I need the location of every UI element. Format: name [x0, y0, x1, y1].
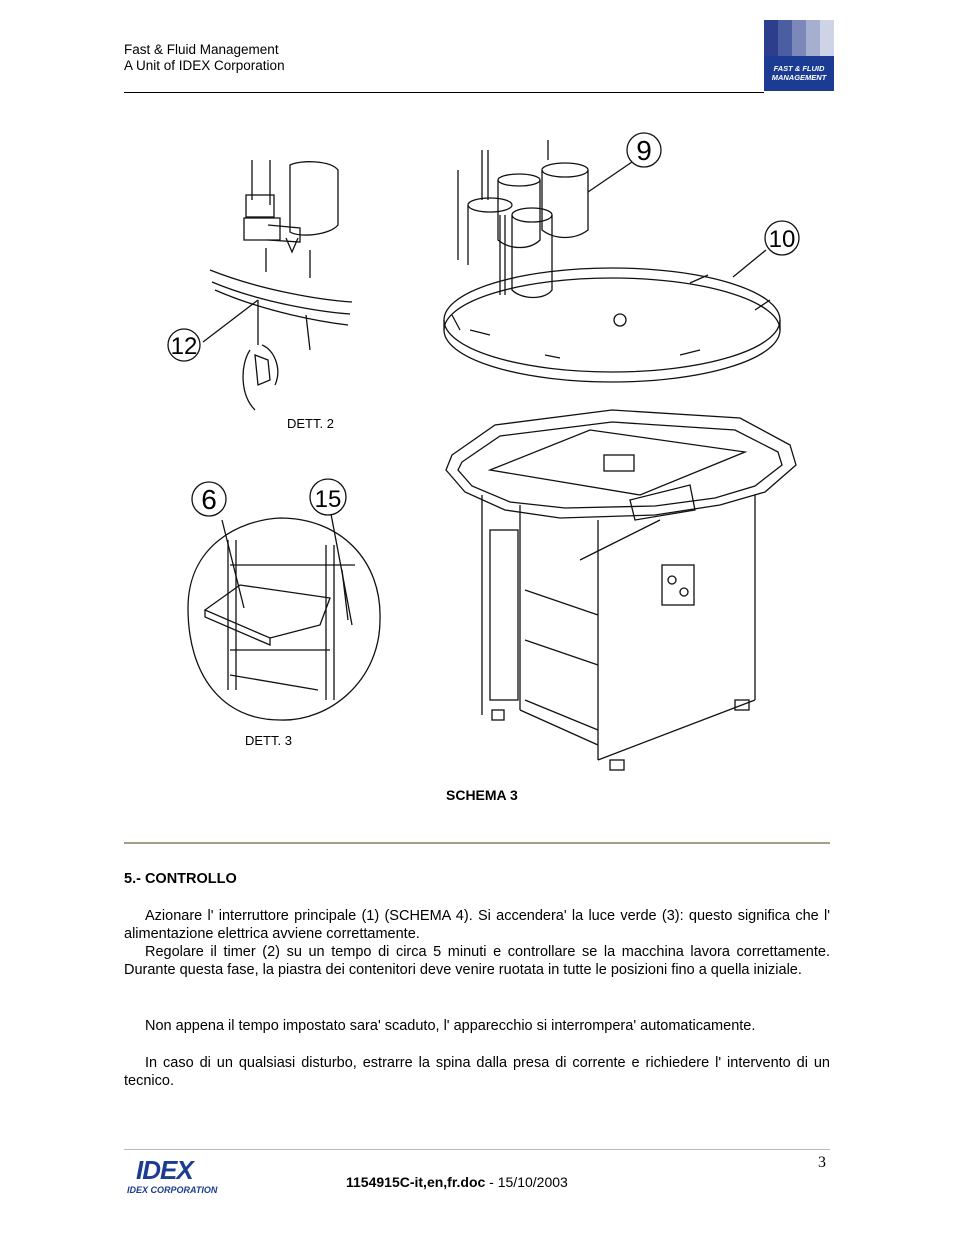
paragraph-2: Regolare il timer (2) su un tempo di circa 5 minuti e controllare se la macchina lavora correttamente. Durante questa fase, la piastra dei contenitori deve venire ruotata in tutte le posizioni fino a quella iniziale. — [124, 944, 830, 979]
paragraph-3: Non appena il tempo impostato sara' scaduto, l' apparecchio si interrompera' automaticamente. — [145, 1018, 756, 1034]
document-date: - 15/10/2003 — [485, 1174, 568, 1190]
document-name: 1154915C-it,en,fr.doc — [346, 1174, 486, 1190]
company-name: Fast & Fluid Management — [124, 42, 279, 57]
ffm-logo-line1: FAST & FLUID — [773, 64, 825, 73]
company-subtitle: A Unit of IDEX Corporation — [124, 58, 285, 73]
callout-10: 10 — [768, 226, 796, 253]
paragraph-4: In caso di un qualsiasi disturbo, estrarre la spina dalla presa di corrente e richiedere l' intervento di un tecnico. — [124, 1055, 830, 1090]
callout-9: 9 — [636, 135, 652, 166]
document-reference — [346, 1174, 568, 1190]
idex-logo: IDEX — [136, 1155, 193, 1185]
footer-rule — [124, 1149, 830, 1150]
ffm-logo-line2: MANAGEMENT — [771, 73, 827, 82]
idex-logo-subtitle: IDEX CORPORATION — [127, 1185, 218, 1195]
detail-2-drawing — [210, 160, 352, 410]
callout-6: 6 — [201, 484, 217, 515]
detail-3-label: DETT. 3 — [245, 733, 292, 748]
schema-label: SCHEMA 3 — [446, 787, 518, 803]
paragraph-1: Azionare l' interruttore principale (1) (SCHEMA 4). Si accendera' la luce verde (3): questo significa che l' alimentazione elettrica avviene correttamente. — [124, 908, 830, 943]
section-rule — [124, 842, 830, 844]
callout-15: 12 — [170, 333, 198, 360]
section-heading: 5.- CONTROLLO — [124, 871, 237, 887]
machine-drawing — [446, 410, 796, 770]
page-number: 3 — [818, 1154, 826, 1171]
detail-2-label: DETT. 2 — [287, 416, 334, 431]
callout-12: 15 — [314, 486, 342, 513]
